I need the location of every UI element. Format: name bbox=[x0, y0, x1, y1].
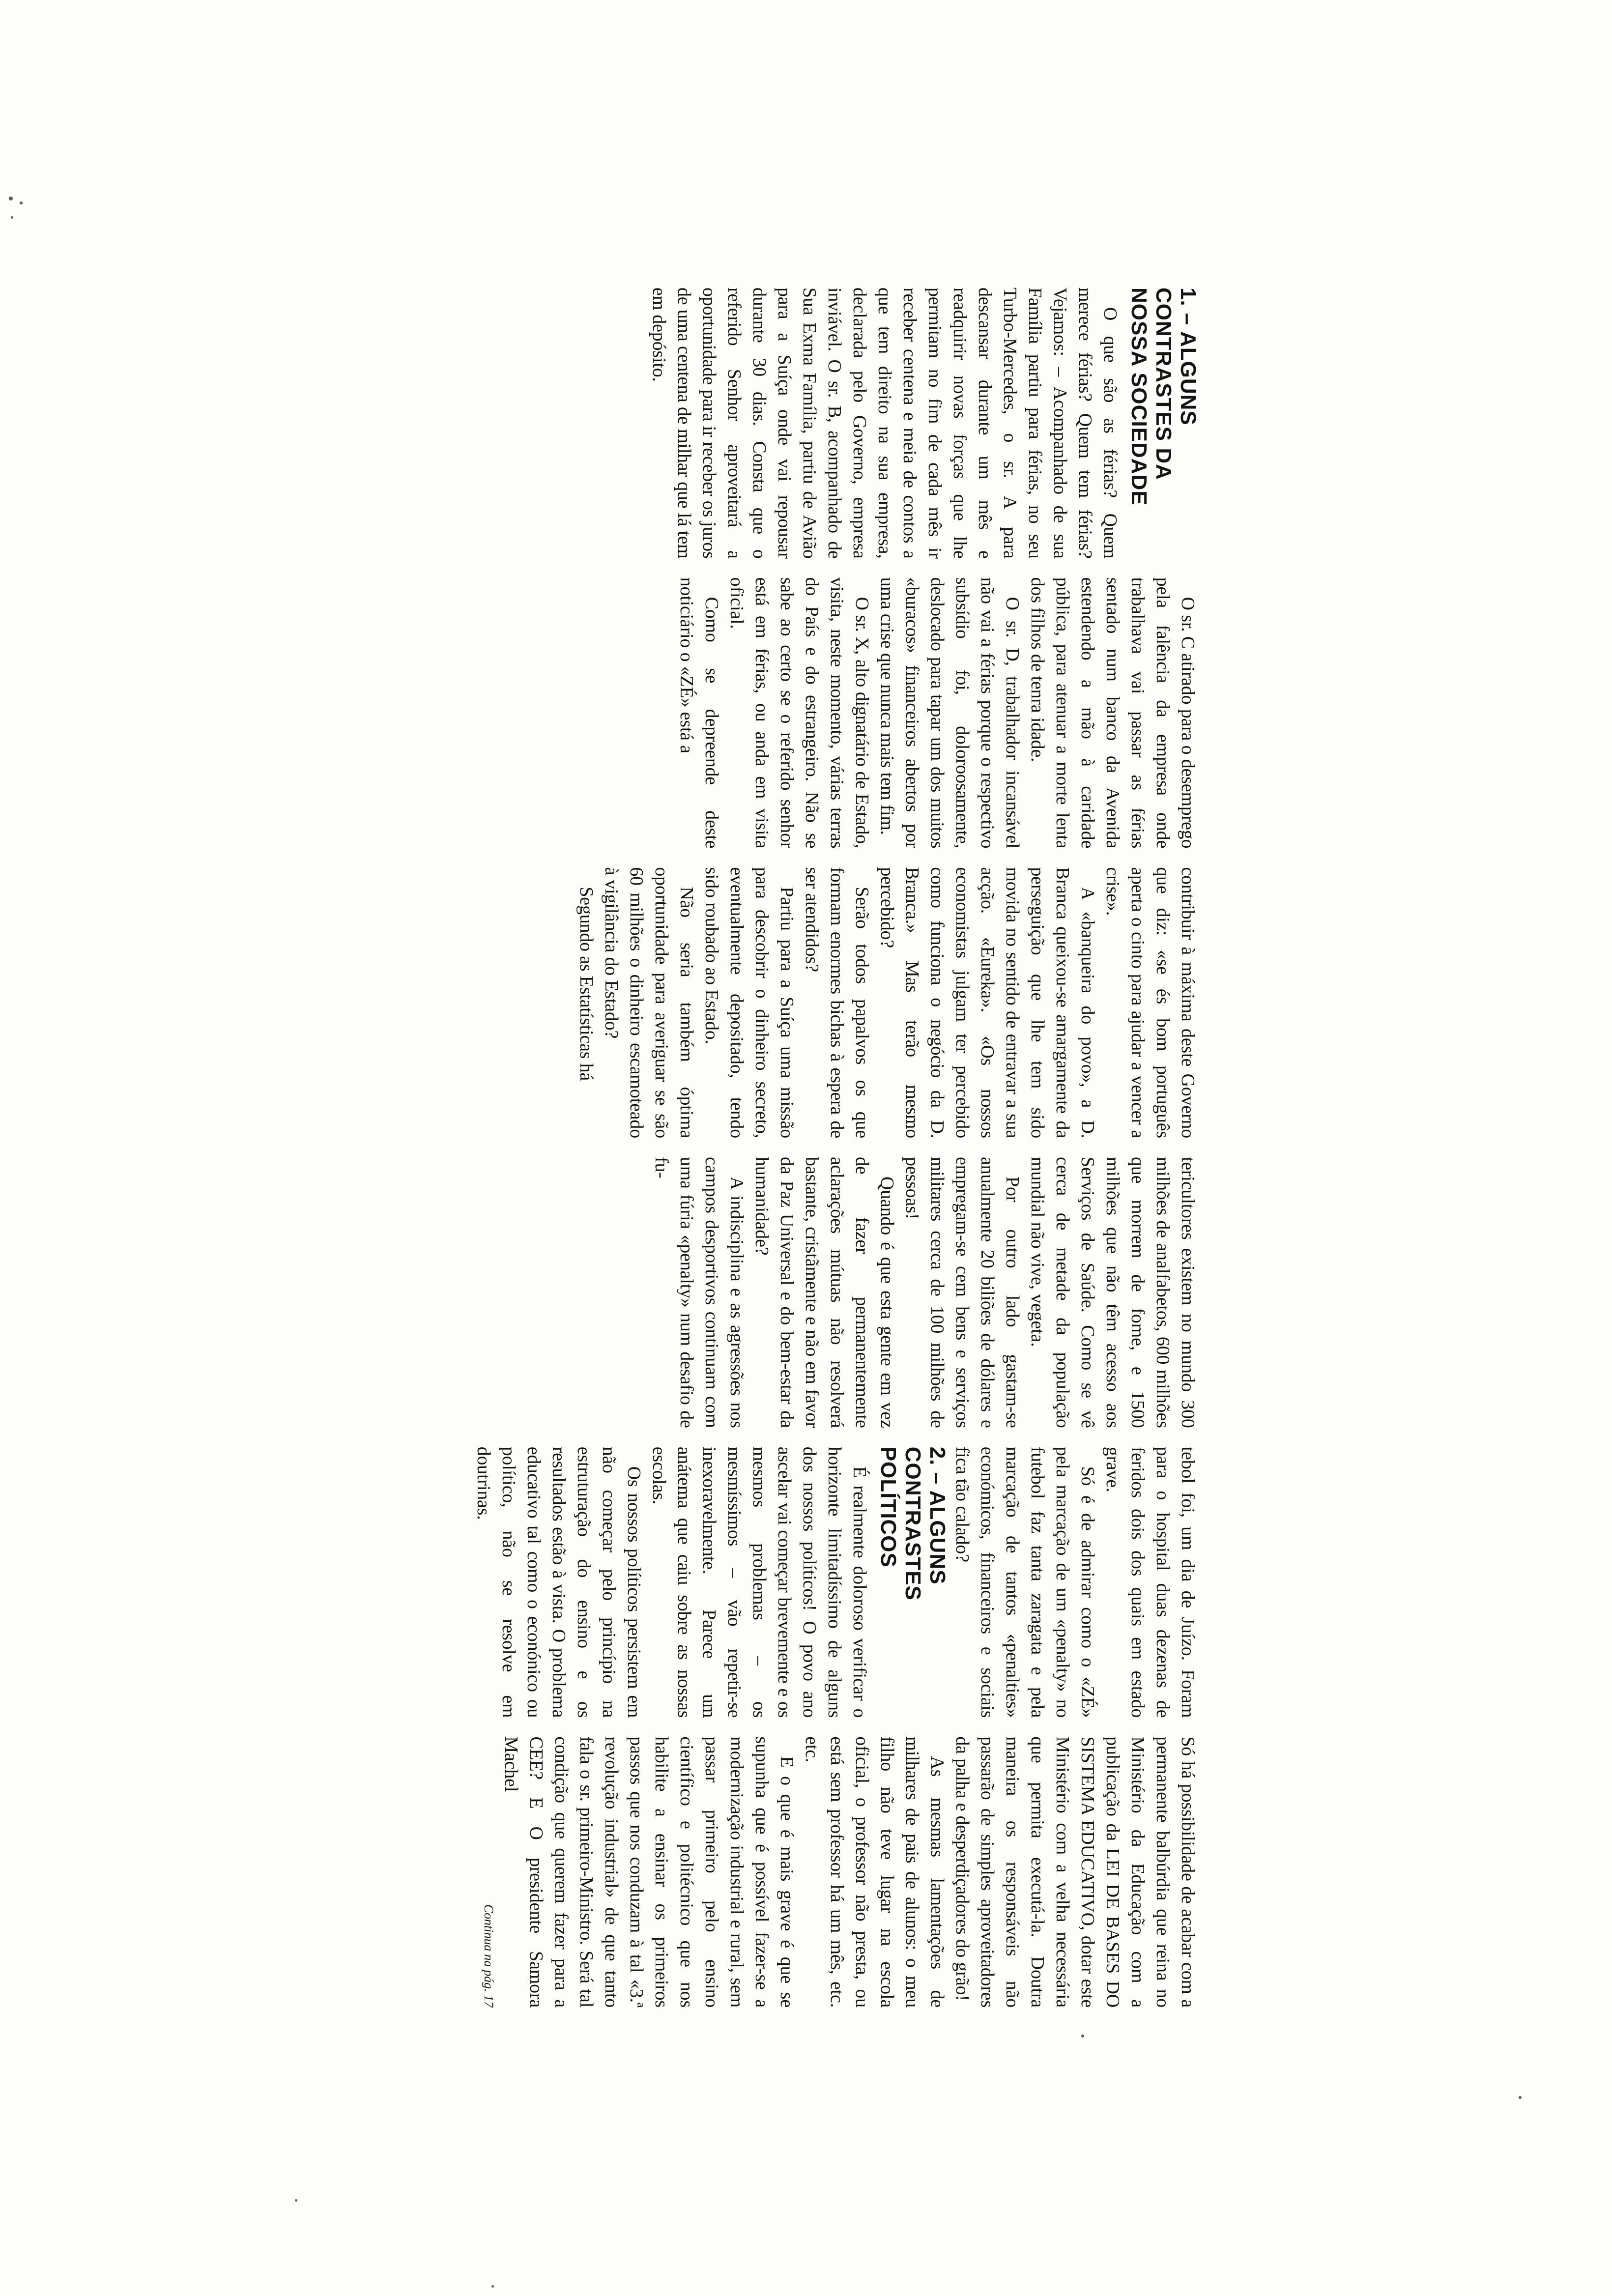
paragraph: O sr. D, trabalhador incansável não vai a férias porque o respectivo subsídio foi, doloroosamente, deslocado para tapar um dos muitos «buracos» financeiros abertos por uma crise que nunca mais tem fim. bbox=[877, 577, 1023, 849]
paragraph: Os nossos políticos persistem em não começar pelo princípio na estruturação do ensino e os resultados estão à vista. O problema educativo tal como o econónico ou político, não se resolve em doutrinas. bbox=[473, 1446, 644, 1718]
paragraph: As mesmas lamentações de milhares de pais de alunos: o meu filho não teve lugar na escola oficial, o professor não presta, ou está sem professor há um mês, etc. etc. bbox=[802, 1736, 948, 2008]
paragraph: tebol foi, um dia de Juízo. Foram para o hospital duas dezenas de feridos dois dos quais em estado grave. bbox=[1102, 1446, 1198, 1718]
scan-speck bbox=[20, 201, 23, 204]
paragraph: A indisciplina e as agressões nos campos desportivos continuam com uma fúria «penalty» num desafio de fu- bbox=[651, 1157, 747, 1428]
continuation-note: Continua na pág. 17 bbox=[482, 1904, 496, 2008]
paragraph: Por outro lado gastam-se anualmente 20 biliões de dólares e empregam-se cem bens e serviços militares cerca de 100 milhões de pessoas! bbox=[902, 1157, 1023, 1428]
article-column-6 bbox=[412, 1736, 1200, 2008]
paragraph: Segundo as Estatísticas há bbox=[576, 887, 597, 1081]
paragraph: O sr. C atirado para o desemprego pela falência da empresa onde trabalhava vai passar as férias sentado num banco da Avenida estendendo a mão à caridade pública, para atenuar a morte lenta dos filhos de tenra idade. bbox=[1027, 577, 1198, 849]
article-column-4 bbox=[412, 1157, 1200, 1428]
section-heading-1: 1. – ALGUNS CONTRASTES DA NOSSA SOCIEDADE bbox=[1127, 287, 1200, 506]
paragraph: Só é de admirar como o «ZÉ» pela marcação de um «penalty» no futebol faz tanta zaragata e pela marcação de tantos «penalties» económicos, financeiros e sociais fica tão calado? bbox=[952, 1446, 1098, 1718]
paragraph: Quando é que esta gente em vez de fazer permanentemente aclarações mútuas não resolverá bastante, cristãmente e não em favor da Paz Universal e do bem-estar da humanidade? bbox=[751, 1157, 897, 1428]
article-column-5 bbox=[412, 1447, 1200, 1718]
paragraph: E o que é mais grave é que se supunha que é possível fazer-se a modernização industrial e rural, sem passar primeiro pelo ensino científico e politécnico que nos habilite a ensinar os primeiros passos que nos conduzam à tal «3.ª revolução industrial» de que tanto fala o sr. primeiro-Ministro. Será tal condição que querem fazer para a CEE? E O presidente Samora Machel bbox=[501, 1736, 797, 2008]
paragraph: contribuir à máxima deste Governo que diz: «se és bom português aperta o cinto para ajudar a vencer a crise». bbox=[1102, 867, 1198, 1139]
paragraph: Partiu para a Suíça uma missão para descobrir o dinheiro secreto, eventualmente depositado, tendo sido roubado ao Estado. bbox=[701, 867, 797, 1139]
article-column-1 bbox=[412, 287, 1200, 559]
scan-speck bbox=[1081, 2035, 1084, 2038]
paragraph: Serão todos papalvos os que formam enormes bichas à espera de ser atendidos? bbox=[802, 867, 872, 1139]
scan-speck bbox=[11, 216, 13, 219]
paragraph: O que são as férias? Quem merece férias? Quem tem férias? Vejamos: – Acompanhado de sua Família partiu para férias, no seu Turbo-Mercedes, o sr. A para descansar durante um mês e readquirir novas forças que lhe permitam no fim de cada mês ir receber centena e meia de contos a que tem direito na sua empresa, declarada pelo Governo, empresa inviável. O sr. B, acompanhado de Sua Exma Família, partiu de Avião para a Suíça onde vai repousar durante 30 dias. Consta que o referido Senhor aproveitará a oportunidade para ir receber os juros de uma centena de milhar que lá tem em depósito. bbox=[649, 287, 1121, 559]
paragraph: O sr. X, alto dignatário de Estado, visita, neste momento, várias terras do País e do estrangeiro. Não se sabe ao certo se o referido senhor está em férias, ou anda em visita oficial. bbox=[726, 577, 872, 849]
scan-speck bbox=[491, 2285, 494, 2288]
scan-speck bbox=[295, 2199, 297, 2202]
section-heading-2: 2. – ALGUNS CONTRASTES POLÍTICOS bbox=[876, 1446, 950, 1601]
paragraph: Como se depreende deste noticiário o «ZÉ» está a bbox=[676, 577, 722, 849]
paragraph: Não seria também óptima oportunidade para averiguar se são 60 milhões o dinheiro escamoteado à vigilância do Estado? bbox=[601, 867, 697, 1139]
paragraph: tericultores existem no mundo 300 milhões de analfabetos, 600 milhões que morrem de fome, e 1500 milhões que não têm acesso aos Serviços de Saúde. Como se vê cerca de metade da população mundial não vive, vegeta. bbox=[1027, 1157, 1198, 1428]
article-column-3 bbox=[412, 867, 1200, 1138]
scan-speck bbox=[9, 197, 13, 201]
article-column-2 bbox=[412, 577, 1200, 849]
paragraph: A «banqueira do povo», a D. Branca queixou-se amargamente da perseguição que lhe tem sido movida no sentido de entravar a sua acção. «Eureka». «Os nossos economistas julgam ter percebido como funciona o negócio da D. Branca.» Mas terão mesmo percebido? bbox=[877, 867, 1098, 1139]
scan-speck bbox=[1519, 2096, 1522, 2099]
paragraph: Só há possibilidade de acabar com a permanente balbúrdia que reina no Ministério da Educação com a publicação da LEI DE BASES DO SISTEMA EDUCATIVO, dotar este Ministério com a velha necessária que permita executá-la. Doutra maneira os responsáveis não passarão de simples aproveitadores da palha e desperdiçadores do grão! bbox=[952, 1736, 1198, 2008]
paragraph: É realmente doloroso verificar o horizonte limitadíssimo de alguns dos nossos políticos! O povo ano ascelar vai começar brevemente e os mesmos problemas – os mesmíssimos – vão repetir-se inexoravelmente. Parece um anátema que caiu sobre as nossas escolas. bbox=[649, 1446, 870, 1718]
newspaper-article bbox=[408, 283, 1204, 2012]
